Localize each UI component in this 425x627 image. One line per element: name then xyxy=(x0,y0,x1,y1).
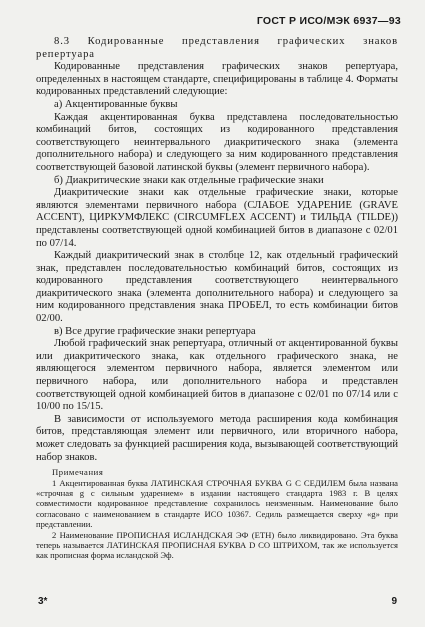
subsection-b-text-2: Каждый диакритический знак в столбце 12, как отдельный графический знак, представлен последовательностью комбинаций битов, состоящих из кодированного представления соответствующего неинтервального диакритического знака (элемента дополнительного набора) и следующего за ним кодированного представления знака ПРОБЕЛ, то есть комбинации битов 02/00. xyxy=(36,250,398,325)
section-heading: 8.3 Кодированные представления графических знаков репертуара xyxy=(36,36,398,60)
subsection-c-title: в) Все другие графические знаки репертуара xyxy=(54,325,256,337)
note-2: 2 Наименование ПРОПИСНАЯ ИСЛАНДСКАЯ ЭФ (ETH) было ликвидировано. Эта буква теперь называется ЛАТИНСКАЯ ПРОПИСНАЯ БУКВА D СО ШТРИХОМ, так же используется как прописная форма исландской Эф. xyxy=(36,529,398,561)
subsection-b-text-1: Диакритические знаки как отдельные графические знаки, которые являются элементами первичного набора (СЛАБОЕ УДАРЕНИЕ (GRAVE ACCENT), ЦИРКУМФЛЕКС (CIRCUMFLEX ACCENT) и ТИЛЬДА (TILDE)) представлены соответствующей одной комбинацией битов в диапазоне с 02/01 по 07/14. xyxy=(36,187,398,249)
notes-block xyxy=(36,467,398,561)
intro-paragraph: Кодированные представления графических знаков репертуара, определенных в настоящем стандарте, специфицированы в таблице 4. Форматы кодированных представлений следующие: xyxy=(36,61,398,98)
subsection-c-text: Любой графический знак репертуара, отличный от акцентированной буквы или диакритического знака, как отдельного графического знака, не являющегося элементом первичного набора, является элементом или первичного набора, или дополнительного набора и представлен соответствующей одной комбинацией битов в диапазоне с 02/01 по 07/14 или с 10/00 по 15/15. xyxy=(36,338,398,413)
subsection-a-title: а) Акцентированные буквы xyxy=(54,98,178,110)
subsection-b-title: б) Диакритические знаки как отдельные графические знаки xyxy=(54,174,324,186)
page-number: 9 xyxy=(391,596,397,607)
note-1: 1 Акцентированная буква ЛАТИНСКАЯ СТРОЧНАЯ БУКВА G С СЕДИЛЕМ была названа «строчная g с сильным ударением» в издании настоящего стандарта 1983 г. В целях совместимости кодированное представление сохранилось неизменным. Наименование было согласовано с наименованием в стандарте ИСО 10367. Седиль размещается сверху «g» при представлении. xyxy=(36,477,398,530)
standard-header: ГОСТ Р ИСО/МЭК 6937—93 xyxy=(256,15,401,27)
page-body xyxy=(36,36,398,561)
closing-paragraph: В зависимости от используемого метода расширения кода комбинация битов, представляющая элемент или первичного, или вторичного набора, может следовать за функцией расширения кода, вызывающей соответствующий набор знаков. xyxy=(36,413,398,463)
notes-title: Примечания xyxy=(52,467,104,478)
signature-mark: 3* xyxy=(38,596,48,607)
subsection-a-text: Каждая акцентированная буква представлена последовательностью комбинаций битов, состоящих из кодированного представления соответствующего неинтервального диакритического знака (элемента дополнительного набора) и следующего за ним кодированного представления соответствующей базовой латинской буквы (элемент первичного набора). xyxy=(36,111,398,173)
